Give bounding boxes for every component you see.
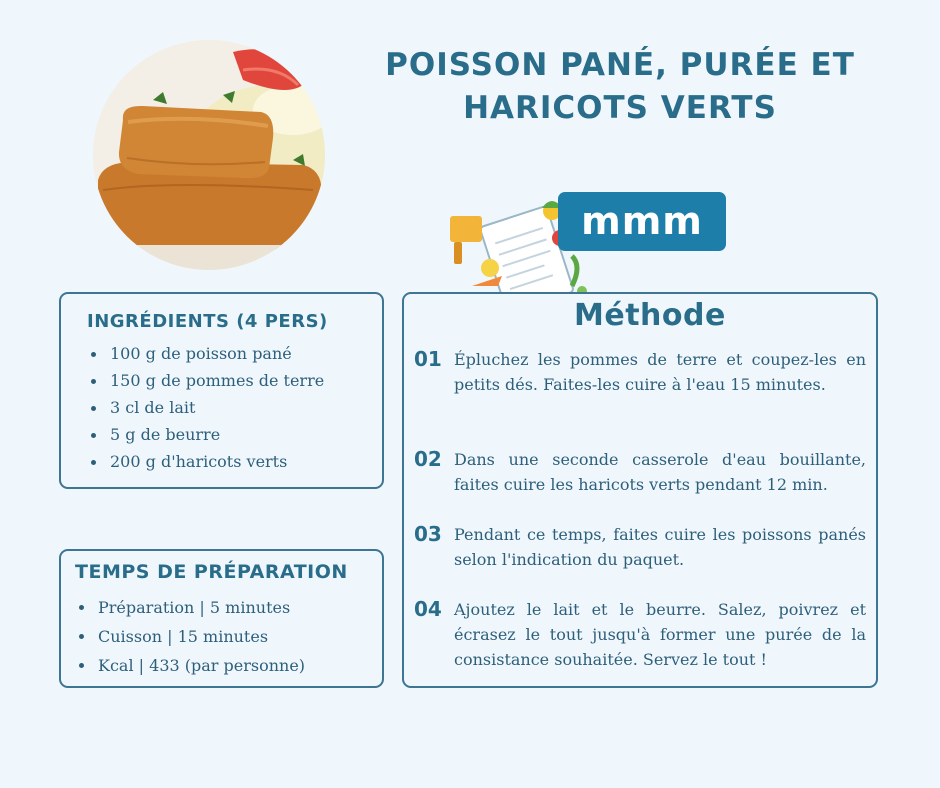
list-item: 5 g de beurre	[88, 421, 324, 448]
fried-fish-plate-image	[93, 40, 325, 270]
ingredients-card	[59, 292, 384, 489]
step-text: Dans une seconde casserole d'eau bouillante, faites cuire les haricots verts pendant 12 min.	[454, 450, 866, 494]
prep-time-card	[59, 549, 384, 688]
step-text: Pendant ce temps, faites cuire les poissons panés selon l'indication du paquet.	[454, 525, 866, 569]
ingredients-list	[88, 340, 324, 475]
method-step	[414, 347, 866, 397]
step-text: Ajoutez le lait et le beurre. Salez, poivrez et écrasez le tout jusqu'à former une purée de la consistance souhaitée. Servez le tout !	[454, 600, 866, 669]
method-card	[402, 292, 878, 688]
list-item: 3 cl de lait	[88, 394, 324, 421]
method-step	[414, 447, 866, 497]
list-item: Kcal | 433 (par personne)	[76, 651, 305, 680]
mmm-badge: mmm	[558, 192, 726, 251]
step-text: Épluchez les pommes de terre et coupez-les en petits dés. Faites-les cuire à l'eau 15 minutes.	[454, 350, 866, 394]
prep-time-title: TEMPS DE PRÉPARATION	[75, 561, 348, 583]
list-item: 150 g de pommes de terre	[88, 367, 324, 394]
list-item: 100 g de poisson pané	[88, 340, 324, 367]
prep-time-list	[76, 593, 305, 680]
step-number: 01	[414, 347, 442, 371]
method-step	[414, 522, 866, 572]
step-number: 03	[414, 522, 442, 546]
list-item: 200 g d'haricots verts	[88, 448, 324, 475]
method-title: Méthode	[574, 298, 726, 333]
list-item: Préparation | 5 minutes	[76, 593, 305, 622]
method-step	[414, 597, 866, 672]
step-number: 02	[414, 447, 442, 471]
list-item: Cuisson | 15 minutes	[76, 622, 305, 651]
step-number: 04	[414, 597, 442, 621]
page-title: POISSON PANÉ, PURÉE ET HARICOTS VERTS	[385, 47, 855, 126]
ingredients-title: INGRÉDIENTS (4 PERS)	[87, 311, 328, 332]
